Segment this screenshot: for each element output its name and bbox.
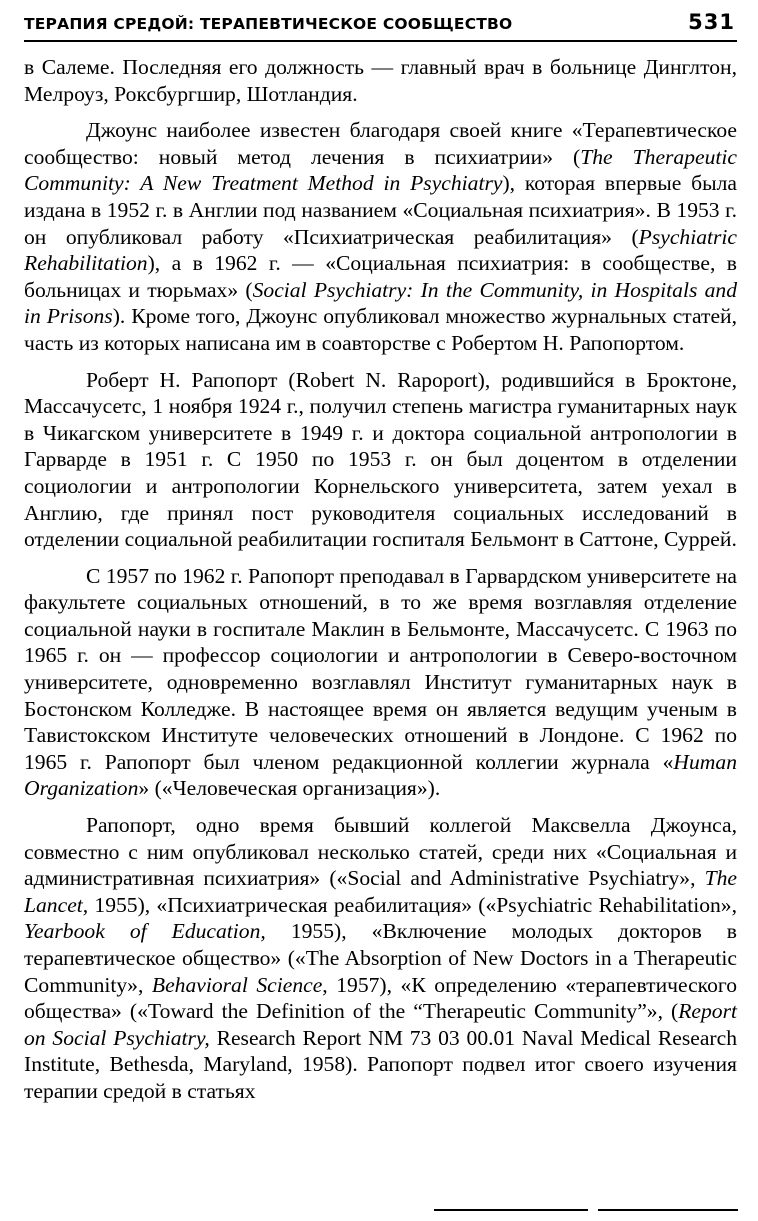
running-head [24, 8, 737, 42]
text-run: » («Человеческая организация»). [138, 776, 441, 801]
paragraph [24, 367, 737, 553]
italic-title: Psychiatric Rehabilitation [24, 224, 737, 276]
text-run: С 1957 по 1962 г. Рапопорт преподавал в Гарвардском университете на факультете социальных отношений, в то же время возглавляя отделение социальной науки в госпитале Маклин в Бельмонте, Массачусетс. С 1963 по 1965 г. он — профессор социологии и антропологии в Северо-восточном университете, одновременно возглавлял Институт гуманитарных наук в Бостонском Колледже. В настоящее время он является ведущим ученым в Тавистокском Институте человеческих отношений в Лондоне. С 1962 по 1965 г. Рапопорт был членом редакционной коллегии журнала « [24, 563, 737, 774]
text-run: 1955), «Включение молодых докторов в терапевтическое общество» («The Absorption of New Doctors in a Therapeutic Community», [24, 919, 738, 997]
page-number: 531 [688, 10, 735, 34]
text-run: 1957), «К определению «терапевтического общества» («Toward the Definition of the “Therapeutic Community”», ( [24, 972, 737, 1024]
italic-title: Human Organization [24, 749, 737, 801]
running-head-title: ТЕРАПИЯ СРЕДОЙ: ТЕРАПЕВТИЧЕСКОЕ СООБЩЕСТВО [24, 15, 513, 33]
paragraph [24, 563, 737, 802]
italic-title: Behavioral Science, [151, 972, 328, 997]
text-run: 1955), «Психиатрическая реабилитация» («Psychiatric Rehabilitation», [88, 892, 737, 917]
text-run: Джоунс наиболее известен благодаря своей книге «Терапевтическое сообщество: новый метод лечения в психиатрии» ( [24, 118, 737, 169]
paragraph [24, 54, 737, 107]
italic-title: The Therapeutic Community: A New Treatment Method in Psychiatry [24, 144, 737, 196]
paragraph [24, 117, 737, 356]
italic-title: The Lancet, [24, 866, 737, 917]
text-run: в Салеме. Последняя его должность — главный врач в больнице Динглтон, Мелроуз, Роксбургшир, Шотландия. [24, 55, 737, 106]
body-text [24, 54, 737, 1105]
text-run: Рапопорт, одно время бывший коллегой Максвелла Джоунса, совместно с ним опубликовал несколько статей, среди них «Социальная и административная психиатрия» («Social and Administrative Psychiatry», [24, 813, 737, 891]
italic-title: Report on Social Psychiatry, [24, 999, 737, 1050]
text-run: Research Report NM 73 03 00.01 Naval Medical Research Institute, Bethesda, Maryland, 1958). Рапопорт подвел итог своего изучения терапии средой в статьях [24, 1025, 737, 1103]
footer-rule-right [598, 1209, 738, 1211]
text-run: ), а в 1962 г. — «Социальная психиатрия: в сообществе, в больницах и тюрьмах» ( [24, 251, 737, 302]
footer-rule-left [434, 1209, 588, 1211]
book-page [24, 8, 737, 1105]
text-run: ). Кроме того, Джоунс опубликовал множество журнальных статей, часть из которых написана им в соавторстве с Робертом Н. Рапопортом. [24, 304, 737, 355]
text-run: ), которая впервые была издана в 1952 г. в Англии под названием «Социальная психиатрия». В 1953 г. он опубликовал работу «Психиатрическая реабилитация» ( [24, 171, 737, 249]
paragraph [24, 812, 737, 1105]
italic-title: Yearbook of Education, [24, 919, 266, 944]
italic-title: Social Psychiatry: In the Community, in Hospitals and in Prisons [24, 277, 737, 329]
text-run: Роберт Н. Рапопорт (Robert N. Rapoport), родившийся в Броктоне, Массачусетс, 1 ноября 1924 г., получил степень магистра гуманитарных наук в Чикагском университете в 1949 г. и доктора социальной антропологии в Гарварде в 1951 г. С 1950 по 1953 г. он был доцентом в отделении социологии и антропологии Корнельского университета, затем уехал в Англию, где принял пост руководителя социальных исследований в отделении социальной реабилитации госпиталя Бельмонт в Саттоне, Суррей. [24, 367, 737, 552]
